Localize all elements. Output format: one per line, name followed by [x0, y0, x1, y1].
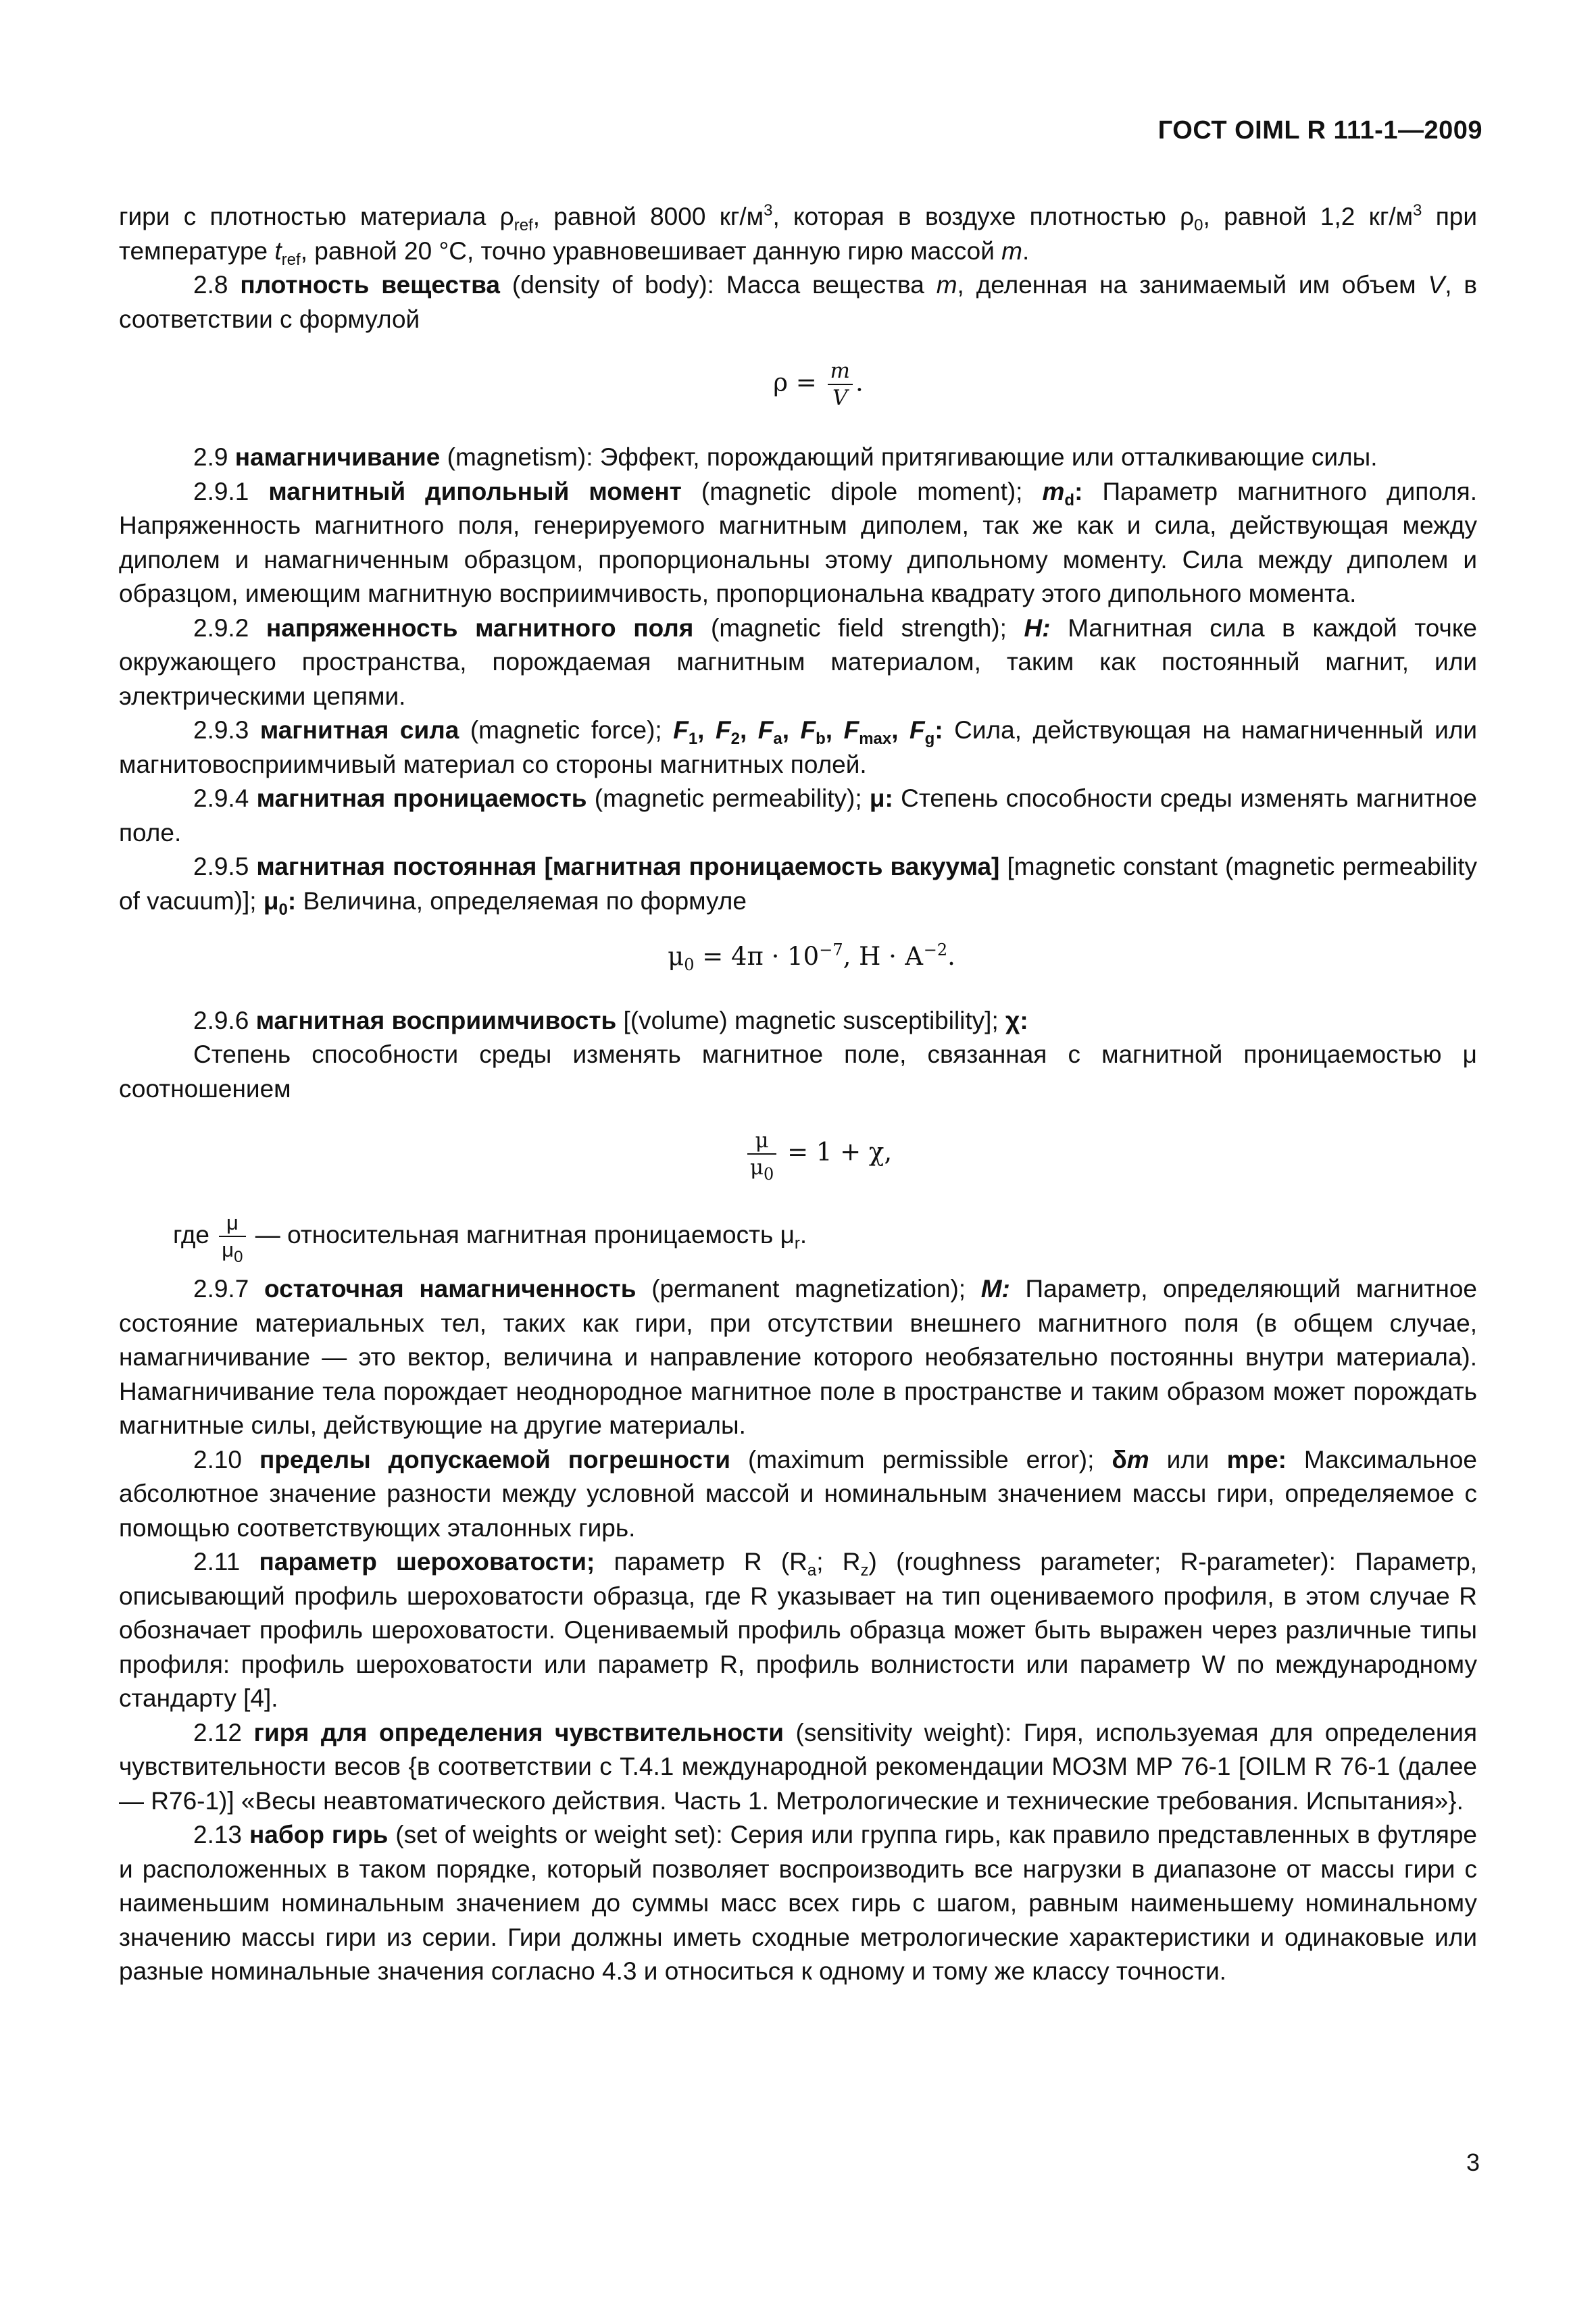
formula-density: ρ = $\frac{m}{V}$ . [773, 359, 864, 410]
term-magnetic-permeability: магнитная проницаемость [256, 784, 587, 812]
paragraph-2-9-5: 2.9.5 магнитная постоянная [магнитная проницаемость вакуума] [magnetic constant (magnetic permeability of vacuum)]; $\mu_0$: Величина, определяемая по формуле [119, 853, 1477, 919]
formula-magnetic-constant: $\mu_0 = 4\pi \cdot 10^{-7}$, $Н \cdot А^{-2}$. [668, 940, 955, 974]
paragraph-2-13: 2.13 набор гирь (set of weights or weight set): Серия или группа гирь, как правило представленных в футляре и расположенных в таком порядке, который позволяет воспроизводить все нагрузки в диапазоне от массы гири с наименьшим номинальным значением до суммы масс всех гирь с шагом, равным наименьшему номинальному значению массы гири из серии. Гири должны иметь сходные метрологические характеристики и одинаковые или разные номинальные значения согласно 4.3 и относиться к одному и тому же классу точности. [119, 1821, 1478, 1985]
paragraph-2-9-6-heading: 2.9.6 магнитная восприимчивость [(volume) magnetic susceptibility]; χ: [193, 1006, 1028, 1034]
term-maximum-permissible-error: пределы допускаемой погрешности [259, 1445, 730, 1474]
document-code-header: ГОСТ OIML R 111-1—2009 [1157, 116, 1482, 145]
term-permanent-magnetization: остаточная намагниченность [264, 1275, 637, 1303]
paragraph-2-12: 2.12 гиря для определения чувствительности (sensitivity weight): Гиря, используемая для определения чувствительности весов {в соответствии с Т.4.1 международной рекомендации МОЗМ МР 76-1 [OILM R 76-1 (далее — R76-1)] «Весы неавтоматического действия. Часть 1. Метрологические и технические требования. Испытания»}. [119, 1718, 1477, 1815]
paragraph-2-9: 2.9 намагничивание (magnetism): Эффект, порождающий притягивающие или отталкивающие силы. [193, 443, 1378, 471]
term-magnetic-constant: магнитная постоянная [магнитная проницаемость вакуума] [256, 853, 1000, 880]
paragraph-2-8: 2.8 плотность вещества (density of body): Масса вещества m, деленная на занимаемый им объем V, в соответствии с формулой [119, 271, 1478, 333]
term-magnetism: намагничивание [234, 443, 441, 471]
term-roughness-parameter: параметр шероховатости; [259, 1548, 595, 1576]
paragraph-2-9-3: 2.9.3 магнитная сила (magnetic force); $F_1$, $F_2$, $F_a$, $F_b$, $F_{max}$, $F_g$: Сила, действующая на намагниченный или магнитовосприимчивый материал со стороны магнитных полей. [119, 716, 1478, 778]
term-sensitivity-weight: гиря для определения чувствительности [253, 1718, 784, 1746]
term-weight-set: набор гирь [249, 1821, 389, 1848]
paragraph-2-9-4: 2.9.4 магнитная проницаемость (magnetic permeability); μ: Степень способности среды изменять магнитное поле. [119, 784, 1477, 847]
paragraph-2-9-6-body: Степень способности среды изменять магнитное поле, связанная с магнитной проницаемостью μ соотношением [119, 1040, 1477, 1103]
formula-susceptibility: $\frac{\mu}{\mu_0}$ = 1 + χ, [119, 1128, 1477, 1180]
paragraph-2-11: 2.11 параметр шероховатости; параметр R ($R_a$; $R_z$) (roughness parameter; R-parameter): Параметр, описывающий профиль шероховатости образца, где R указывает на тип оцениваемого профиля, в этом случае R обозначает профиль шероховатости. Оцениваемый профиль образца может быть выражен через различные типы профиля: профиль шероховатости или параметр R, профиль волнистости или параметр W по международному стандарту [4]. [119, 1548, 1478, 1712]
paragraph-2-9-1: 2.9.1 магнитный дипольный момент (magnetic dipole moment); $m_d$: Параметр магнитного диполя. Напряженность магнитного поля, генерируемого магнитным диполем, так же как и сила, действующая между диполем и намагниченным образцом, пропорциональны этому дипольному моменту. Сила между диполем и образцом, имеющим магнитную восприимчивость, пропорциональна квадрату этого дипольного момента. [119, 477, 1477, 607]
term-magnetic-force: магнитная сила [259, 716, 459, 744]
formula-explanation: где $\frac{\mu}{\mu_0}$ — относительная магнитная проницаемость $\mu_r$. [173, 1211, 807, 1266]
document-body [119, 200, 1477, 1989]
term-magnetic-field-strength: напряженность магнитного поля [266, 613, 694, 642]
paragraph-2-9-2: 2.9.2 напряженность магнитного поля (magnetic field strength); H: Магнитная сила в каждой точке окружающего пространства, порождаемая магнитным материалом, таким как постоянный магнит, или электрическими цепями. [119, 613, 1478, 710]
term-magnetic-dipole-moment: магнитный дипольный момент [268, 477, 682, 505]
paragraph-2-9-7: 2.9.7 остаточная намагниченность (permanent magnetization); M: Параметр, определяющий магнитное состояние материальных тел, таких как гири, при отсутствии внешнего магнитного поля (в общем случае, намагничивание — это вектор, величина и направление которого необязательно постоянны внутри материала). Намагничивание тела порождает неоднородное магнитное поле в пространстве и таким образом может порождать магнитные силы, действующие на другие материалы. [119, 1275, 1478, 1439]
term-density-of-body: плотность вещества [240, 271, 500, 299]
paragraph-2-7-continuation: гири с плотностью материала $\rho_{ref}$, равной 8000 $кг/м^3$, которая в воздухе плотностью $\rho_0$, равной 1,2 $кг/м^3$ при температуре $t_{ref}$, равной 20 °С, точно уравновешивает данную гирю массой m. [119, 201, 1477, 269]
paragraph-2-10: 2.10 пределы допускаемой погрешности (maximum permissible error); δm или mpe: Максимальное абсолютное значение разности между условной массой и номинальным значением массы гири, определяемое с помощью соответствующих эталонных гирь. [119, 1445, 1477, 1542]
term-magnetic-susceptibility: магнитная восприимчивость [255, 1006, 617, 1034]
page-number: 3 [1466, 2148, 1480, 2176]
